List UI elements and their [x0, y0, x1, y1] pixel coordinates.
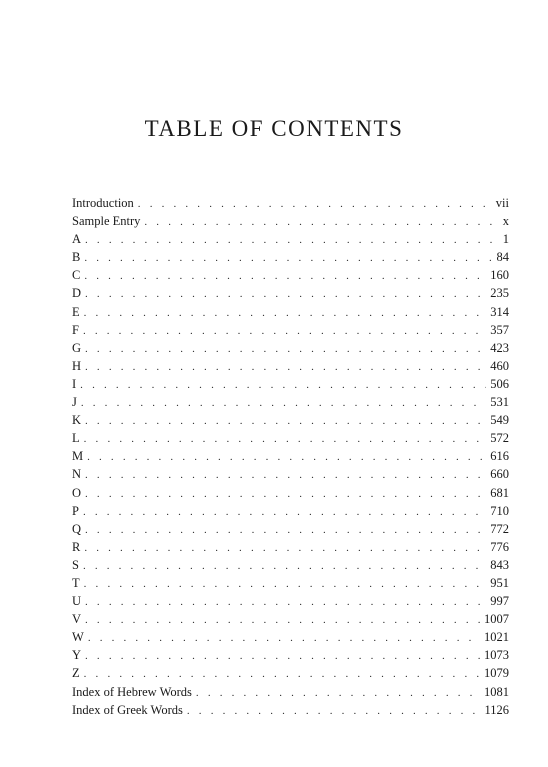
toc-entry-page: 843	[490, 557, 509, 572]
toc-entry-page: 84	[496, 250, 509, 265]
toc-dot-leader	[85, 647, 480, 665]
toc-entry	[72, 248, 509, 266]
toc-entry-page: 1079	[484, 666, 509, 681]
toc-entry	[72, 447, 509, 465]
toc-entry-page: 660	[490, 467, 509, 482]
toc-dot-leader	[85, 358, 486, 376]
toc-entry-label: Index of Hebrew Words	[72, 684, 192, 699]
toc-entry	[72, 683, 509, 701]
toc-dot-leader	[85, 231, 499, 249]
toc-dot-leader	[85, 485, 486, 503]
toc-entry-page: 1007	[484, 612, 509, 627]
toc-entry	[72, 375, 509, 393]
toc-entry-label: Q	[72, 521, 82, 536]
toc-entry-page: 772	[490, 521, 509, 536]
toc-entry	[72, 230, 509, 248]
toc-dot-leader	[84, 304, 487, 322]
toc-entry	[72, 194, 509, 212]
toc-dot-leader	[84, 665, 480, 683]
toc-dot-leader	[83, 557, 486, 575]
toc-dot-leader	[84, 267, 486, 285]
toc-entry-page: 531	[490, 395, 509, 410]
toc-dot-leader	[83, 322, 486, 340]
toc-entry-label: Y	[72, 648, 82, 663]
toc-entry	[72, 502, 509, 520]
toc-entry	[72, 556, 509, 574]
toc-entry-label: S	[72, 557, 79, 572]
toc-entry-page: 549	[490, 413, 509, 428]
toc-entry-label: Sample Entry	[72, 214, 141, 229]
toc-entry-label: B	[72, 250, 81, 265]
toc-entry	[72, 321, 509, 339]
toc-entry-page: 423	[490, 340, 509, 355]
toc-entry	[72, 429, 509, 447]
toc-entry	[72, 610, 509, 628]
table-of-contents	[72, 194, 509, 719]
toc-dot-leader	[84, 575, 487, 593]
toc-dot-leader	[85, 521, 486, 539]
toc-entry-page: 314	[490, 304, 509, 319]
toc-dot-leader	[88, 629, 480, 647]
toc-entry-page: 572	[490, 431, 509, 446]
toc-entry-label: F	[72, 322, 79, 337]
toc-entry	[72, 592, 509, 610]
toc-dot-leader	[85, 593, 486, 611]
toc-entry-page: 357	[490, 322, 509, 337]
toc-entry-label: P	[72, 503, 79, 518]
toc-dot-leader	[85, 466, 486, 484]
toc-entry-page: 1073	[484, 648, 509, 663]
toc-entry-label: V	[72, 612, 82, 627]
toc-entry-page: 1	[502, 232, 509, 247]
toc-entry-page: x	[502, 214, 509, 229]
toc-entry-page: 997	[490, 594, 509, 609]
toc-entry-label: W	[72, 630, 84, 645]
toc-dot-leader	[84, 249, 492, 267]
toc-entry-label: O	[72, 485, 82, 500]
toc-entry-label: U	[72, 594, 82, 609]
toc-entry-label: L	[72, 431, 80, 446]
toc-entry-page: vii	[495, 196, 509, 210]
toc-entry	[72, 357, 509, 375]
toc-entry	[72, 393, 509, 411]
toc-entry-label: D	[72, 286, 82, 301]
toc-entry	[72, 701, 509, 719]
toc-entry	[72, 411, 509, 429]
toc-entry	[72, 520, 509, 538]
toc-entry-label: R	[72, 539, 81, 554]
toc-entry	[72, 303, 509, 321]
toc-dot-leader	[83, 503, 486, 521]
toc-entry	[72, 484, 509, 502]
toc-dot-leader	[87, 448, 486, 466]
toc-entry	[72, 465, 509, 483]
toc-entry	[72, 212, 509, 230]
toc-dot-leader	[84, 430, 487, 448]
toc-entry-label: Z	[72, 666, 80, 681]
toc-entry-label: J	[72, 395, 77, 410]
toc-dot-leader	[138, 195, 492, 213]
toc-entry-label: I	[72, 376, 77, 391]
toc-dot-leader	[85, 611, 480, 629]
toc-entry	[72, 266, 509, 284]
toc-entry-label: H	[72, 358, 82, 373]
toc-entry-label: Introduction	[72, 196, 134, 210]
toc-dot-leader	[84, 539, 486, 557]
toc-entry-label: Index of Greek Words	[72, 702, 183, 717]
toc-entry-label: A	[72, 232, 82, 247]
toc-entry-label: M	[72, 449, 84, 464]
toc-dot-leader	[187, 702, 481, 720]
toc-entry	[72, 339, 509, 357]
toc-entry-page: 1081	[484, 684, 509, 699]
toc-entry	[72, 538, 509, 556]
toc-dot-leader	[85, 412, 486, 430]
toc-dot-leader	[81, 394, 486, 412]
toc-entry-page: 1021	[484, 630, 509, 645]
toc-entry-label: K	[72, 413, 82, 428]
toc-entry-page: 616	[490, 449, 509, 464]
toc-entry-page: 776	[490, 539, 509, 554]
toc-entry-label: C	[72, 268, 81, 283]
toc-entry-page: 1126	[484, 702, 509, 717]
toc-entry-page: 460	[490, 358, 509, 373]
toc-entry-page: 951	[490, 575, 509, 590]
toc-entry-page: 235	[490, 286, 509, 301]
toc-entry-label: N	[72, 467, 82, 482]
page-title: TABLE OF CONTENTS	[144, 116, 404, 141]
toc-entry-page: 160	[490, 268, 509, 283]
toc-entry-page: 710	[490, 503, 509, 518]
toc-entry	[72, 628, 509, 646]
toc-dot-leader	[196, 684, 480, 702]
toc-entry	[72, 284, 509, 302]
toc-entry-page: 681	[490, 485, 509, 500]
toc-entry	[72, 574, 509, 592]
toc-entry	[72, 646, 509, 664]
toc-entry-label: T	[72, 575, 80, 590]
toc-entry-page: 506	[490, 376, 509, 391]
toc-entry-label: E	[72, 304, 80, 319]
toc-dot-leader	[85, 285, 486, 303]
toc-dot-leader	[144, 213, 498, 231]
toc-entry-label: G	[72, 340, 82, 355]
toc-entry	[72, 664, 509, 682]
toc-dot-leader	[85, 340, 486, 358]
toc-dot-leader	[80, 376, 486, 394]
